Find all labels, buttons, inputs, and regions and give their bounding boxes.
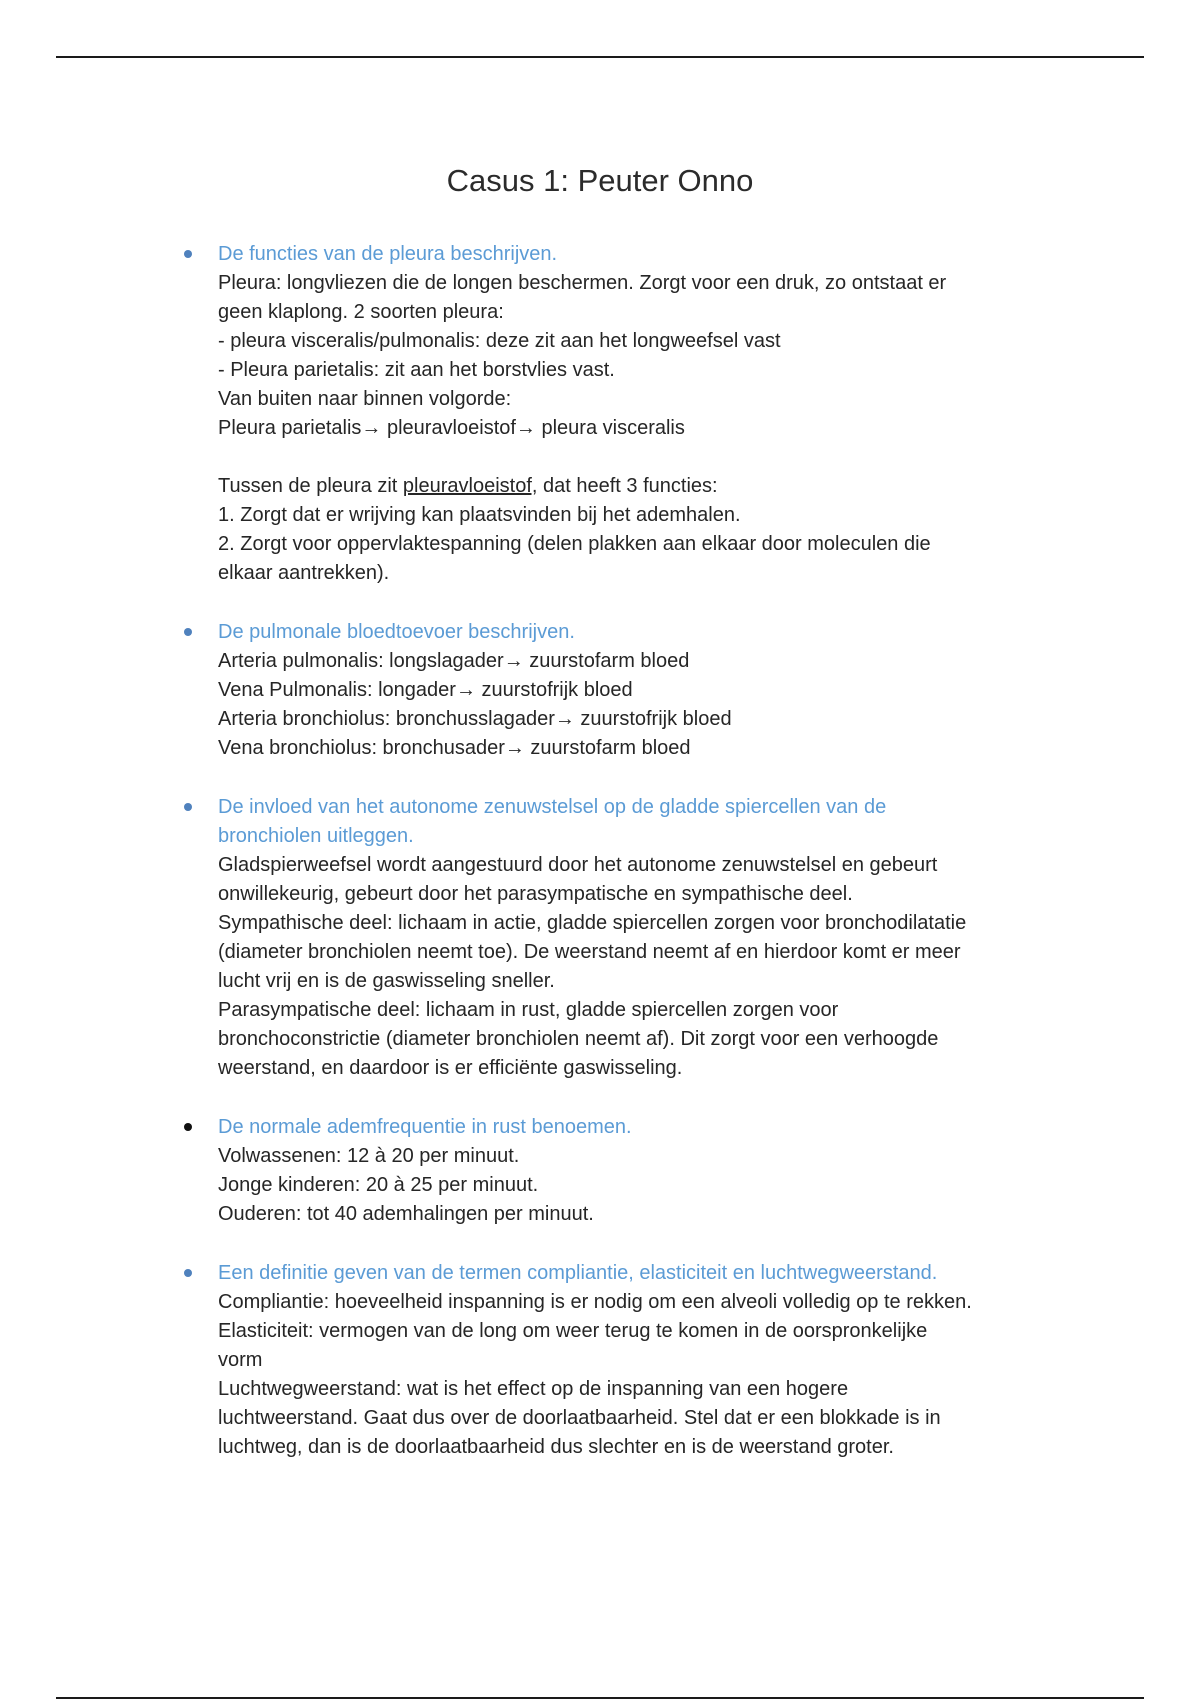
section-autonoom-zenuwstelsel: [218, 793, 1078, 1083]
bullet-icon: [184, 250, 192, 258]
text-line: Van buiten naar binnen volgorde:: [218, 388, 512, 410]
bullet-icon: [184, 628, 192, 636]
bullet-icon: [184, 1123, 192, 1131]
text-line: Vena Pulmonalis: longader→ zuurstofrijk bloed: [218, 679, 633, 701]
page-title: Casus 1: Peuter Onno: [446, 163, 754, 198]
text-fragment: dat heeft 3 functies:: [537, 475, 718, 497]
text-line: Vena bronchiolus: bronchusader→ zuurstofarm bloed: [218, 737, 691, 759]
text-line: bronchoconstrictie (diameter bronchiolen neemt af). Dit zorgt voor een verhoogde: [218, 1028, 939, 1050]
section-heading: De pulmonale bloedtoevoer beschrijven.: [218, 621, 575, 643]
section-pleura: [218, 240, 1078, 588]
section-heading: bronchiolen uitleggen.: [218, 825, 414, 847]
text-line: Compliantie: hoeveelheid inspanning is er nodig om een alveoli volledig op te rekken.: [218, 1291, 972, 1313]
text-line: Ouderen: tot 40 ademhalingen per minuut.: [218, 1203, 594, 1225]
section-ademfrequentie: [218, 1113, 1078, 1229]
section-heading: De normale ademfrequentie in rust benoemen.: [218, 1116, 632, 1138]
text-fragment: Tussen de pleura zit: [218, 475, 403, 497]
text-line: luchtweg, dan is de doorlaatbaarheid dus slechter en is de weerstand groter.: [218, 1436, 894, 1458]
section-heading: De invloed van het autonome zenuwstelsel op de gladde spiercellen van de: [218, 796, 887, 818]
text-line: Elasticiteit: vermogen van de long om weer terug te komen in de oorspronkelijke: [218, 1320, 928, 1342]
text-line: Gladspierweefsel wordt aangestuurd door het autonome zenuwstelsel en gebeurt: [218, 854, 938, 876]
text-line: 1. Zorgt dat er wrijving kan plaatsvinden bij het ademhalen.: [218, 504, 741, 526]
bullet-icon: [184, 1269, 192, 1277]
text-line: geen klaplong. 2 soorten pleura:: [218, 301, 504, 323]
bullet-icon: [184, 803, 192, 811]
paragraph-gap: [218, 443, 1078, 472]
text-line: Luchtwegweerstand: wat is het effect op de inspanning van een hogere: [218, 1378, 849, 1400]
text-line: lucht vrij en is de gaswisseling sneller.: [218, 970, 555, 992]
text-line: [218, 472, 1078, 501]
bottom-rule: [56, 1697, 1144, 1699]
section-heading: Een definitie geven van de termen compliantie, elasticiteit en luchtwegweerstand.: [218, 1262, 938, 1284]
text-line: Volwassenen: 12 à 20 per minuut.: [218, 1145, 520, 1167]
underlined-term: pleuravloeistof,: [402, 475, 538, 497]
text-line: weerstand, en daardoor is er efficiënte gaswisseling.: [218, 1057, 683, 1079]
document-body: [218, 240, 1078, 1492]
text-line: elkaar aantrekken).: [218, 562, 390, 584]
text-line: Pleura parietalis→ pleuravloeistof→ pleura visceralis: [218, 417, 685, 439]
text-line: - pleura visceralis/pulmonalis: deze zit aan het longweefsel vast: [218, 330, 781, 352]
text-line: Arteria bronchiolus: bronchusslagader→ zuurstofrijk bloed: [218, 708, 732, 730]
top-rule: [56, 56, 1144, 58]
text-line: onwillekeurig, gebeurt door het parasympatische en sympathische deel.: [218, 883, 853, 905]
section-definities: [218, 1259, 1078, 1462]
section-bloedtoevoer: [218, 618, 1078, 763]
text-line: - Pleura parietalis: zit aan het borstvlies vast.: [218, 359, 615, 381]
text-line: Jonge kinderen: 20 à 25 per minuut.: [218, 1174, 539, 1196]
text-line: Parasympatische deel: lichaam in rust, gladde spiercellen zorgen voor: [218, 999, 839, 1021]
text-line: vorm: [218, 1349, 263, 1371]
text-line: luchtweerstand. Gaat dus over de doorlaatbaarheid. Stel dat er een blokkade is in: [218, 1407, 941, 1429]
text-line: Sympathische deel: lichaam in actie, gladde spiercellen zorgen voor bronchodilatatie: [218, 912, 967, 934]
text-line: (diameter bronchiolen neemt toe). De weerstand neemt af en hierdoor komt er meer: [218, 941, 961, 963]
text-line: 2. Zorgt voor oppervlaktespanning (delen plakken aan elkaar door moleculen die: [218, 533, 931, 555]
section-heading: De functies van de pleura beschrijven.: [218, 243, 558, 265]
text-line: Pleura: longvliezen die de longen beschermen. Zorgt voor een druk, zo ontstaat er: [218, 272, 947, 294]
text-line: Arteria pulmonalis: longslagader→ zuurstofarm bloed: [218, 650, 690, 672]
